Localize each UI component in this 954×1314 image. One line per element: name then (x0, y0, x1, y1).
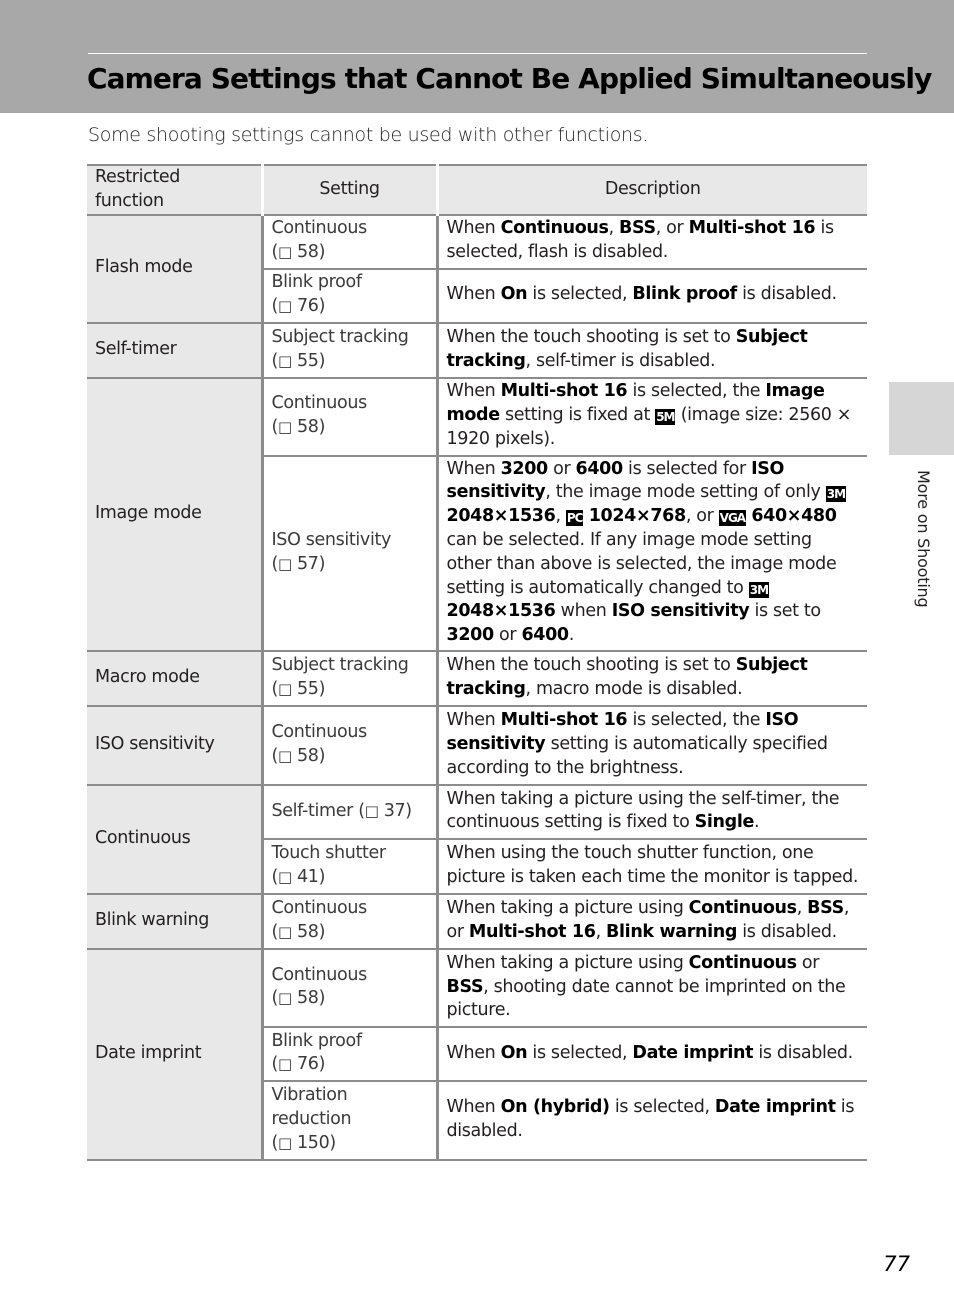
setting-cell: Blink proof (□ 76) (262, 269, 437, 323)
function-cell: Flash mode (87, 215, 262, 323)
description-cell: When taking a picture using Continuous or BSS, shooting date cannot be imprinted on the picture. (437, 949, 867, 1027)
setting-cell: Blink proof (□ 76) (262, 1027, 437, 1081)
header-restricted-function: Restricted function (87, 165, 262, 215)
setting-cell: Continuous (□ 58) (262, 894, 437, 949)
book-reference-icon: □ (277, 989, 292, 1008)
chapter-tab (889, 382, 954, 455)
setting-cell: Continuous (□ 58) (262, 949, 437, 1027)
description-cell: When the touch shooting is set to Subject tracking, macro mode is disabled. (437, 651, 867, 706)
function-cell: Date imprint (87, 949, 262, 1160)
book-reference-icon: □ (277, 243, 292, 262)
setting-cell: Continuous (□ 58) (262, 378, 437, 456)
page-number: 77 (883, 1252, 910, 1276)
book-reference-icon: □ (277, 1133, 292, 1152)
setting-cell: Continuous (□ 58) (262, 215, 437, 269)
book-reference-icon: □ (364, 801, 379, 820)
intro-text: Some shooting settings cannot be used with other functions. (88, 124, 649, 146)
table-row (87, 215, 867, 269)
setting-cell: Subject tracking (□ 55) (262, 651, 437, 706)
description-cell: When 3200 or 6400 is selected for ISO sensitivity, the image mode setting of only 3M 2048×1536, PC 1024×768, or VGA 640×480 can be selected. If any image mode setting other than above is selected, the image mode setting is automatically changed to 3M 2048×1536 when ISO sensitivity is set to 3200 or 6400. (437, 456, 867, 651)
image-mode-vga-icon: VGA (719, 511, 746, 526)
function-cell: ISO sensitivity (87, 706, 262, 785)
image-mode-3m-icon: 3M (826, 487, 846, 502)
book-reference-icon: □ (277, 867, 292, 886)
description-cell: When On is selected, Date imprint is disabled. (437, 1027, 867, 1081)
book-reference-icon: □ (277, 418, 292, 437)
header-description: Description (437, 165, 867, 215)
header-rule (88, 53, 867, 54)
function-cell: Image mode (87, 378, 262, 651)
image-mode-3m-icon: 3M (749, 582, 769, 597)
book-reference-icon: □ (277, 746, 292, 765)
book-reference-icon: □ (277, 297, 292, 316)
description-cell: When On (hybrid) is selected, Date imprint is disabled. (437, 1081, 867, 1160)
function-cell: Continuous (87, 785, 262, 894)
table-header-row (87, 165, 867, 215)
function-cell: Macro mode (87, 651, 262, 706)
setting-cell: Touch shutter (□ 41) (262, 839, 437, 894)
description-cell: When taking a picture using Continuous, BSS, or Multi-shot 16, Blink warning is disabled. (437, 894, 867, 949)
page-title: Camera Settings that Cannot Be Applied Simultaneously (87, 62, 932, 95)
book-reference-icon: □ (277, 1055, 292, 1074)
book-reference-icon: □ (277, 554, 292, 573)
setting-cell: Subject tracking (□ 55) (262, 323, 437, 378)
table-row (87, 894, 867, 949)
setting-cell: Vibration reduction (□ 150) (262, 1081, 437, 1160)
setting-cell: Self-timer (□ 37) (262, 785, 437, 839)
setting-cell: ISO sensitivity (□ 57) (262, 456, 437, 651)
table-row (87, 651, 867, 706)
table-row (87, 378, 867, 456)
book-reference-icon: □ (277, 679, 292, 698)
table-row (87, 706, 867, 785)
header-setting: Setting (262, 165, 437, 215)
description-cell: When On is selected, Blink proof is disabled. (437, 269, 867, 323)
description-cell: When Multi-shot 16 is selected, the Image mode setting is fixed at 5M (image size: 2560 × 1920 pixels). (437, 378, 867, 456)
restrictions-table (87, 164, 867, 1161)
table-row (87, 949, 867, 1027)
book-reference-icon: □ (277, 351, 292, 370)
book-reference-icon: □ (277, 922, 292, 941)
description-cell: When Multi-shot 16 is selected, the ISO sensitivity setting is automatically specified according to the brightness. (437, 706, 867, 785)
description-cell: When taking a picture using the self-timer, the continuous setting is fixed to Single. (437, 785, 867, 839)
chapter-tab-label: More on Shooting (914, 470, 933, 608)
table-row (87, 785, 867, 839)
function-cell: Blink warning (87, 894, 262, 949)
function-cell: Self-timer (87, 323, 262, 378)
image-mode-pc-icon: PC (566, 511, 583, 526)
description-cell: When using the touch shutter function, one picture is taken each time the monitor is tapped. (437, 839, 867, 894)
description-cell: When Continuous, BSS, or Multi-shot 16 is selected, flash is disabled. (437, 215, 867, 269)
setting-cell: Continuous (□ 58) (262, 706, 437, 785)
table-row (87, 323, 867, 378)
description-cell: When the touch shooting is set to Subject tracking, self-timer is disabled. (437, 323, 867, 378)
image-mode-5m-icon: 5M (656, 410, 675, 425)
